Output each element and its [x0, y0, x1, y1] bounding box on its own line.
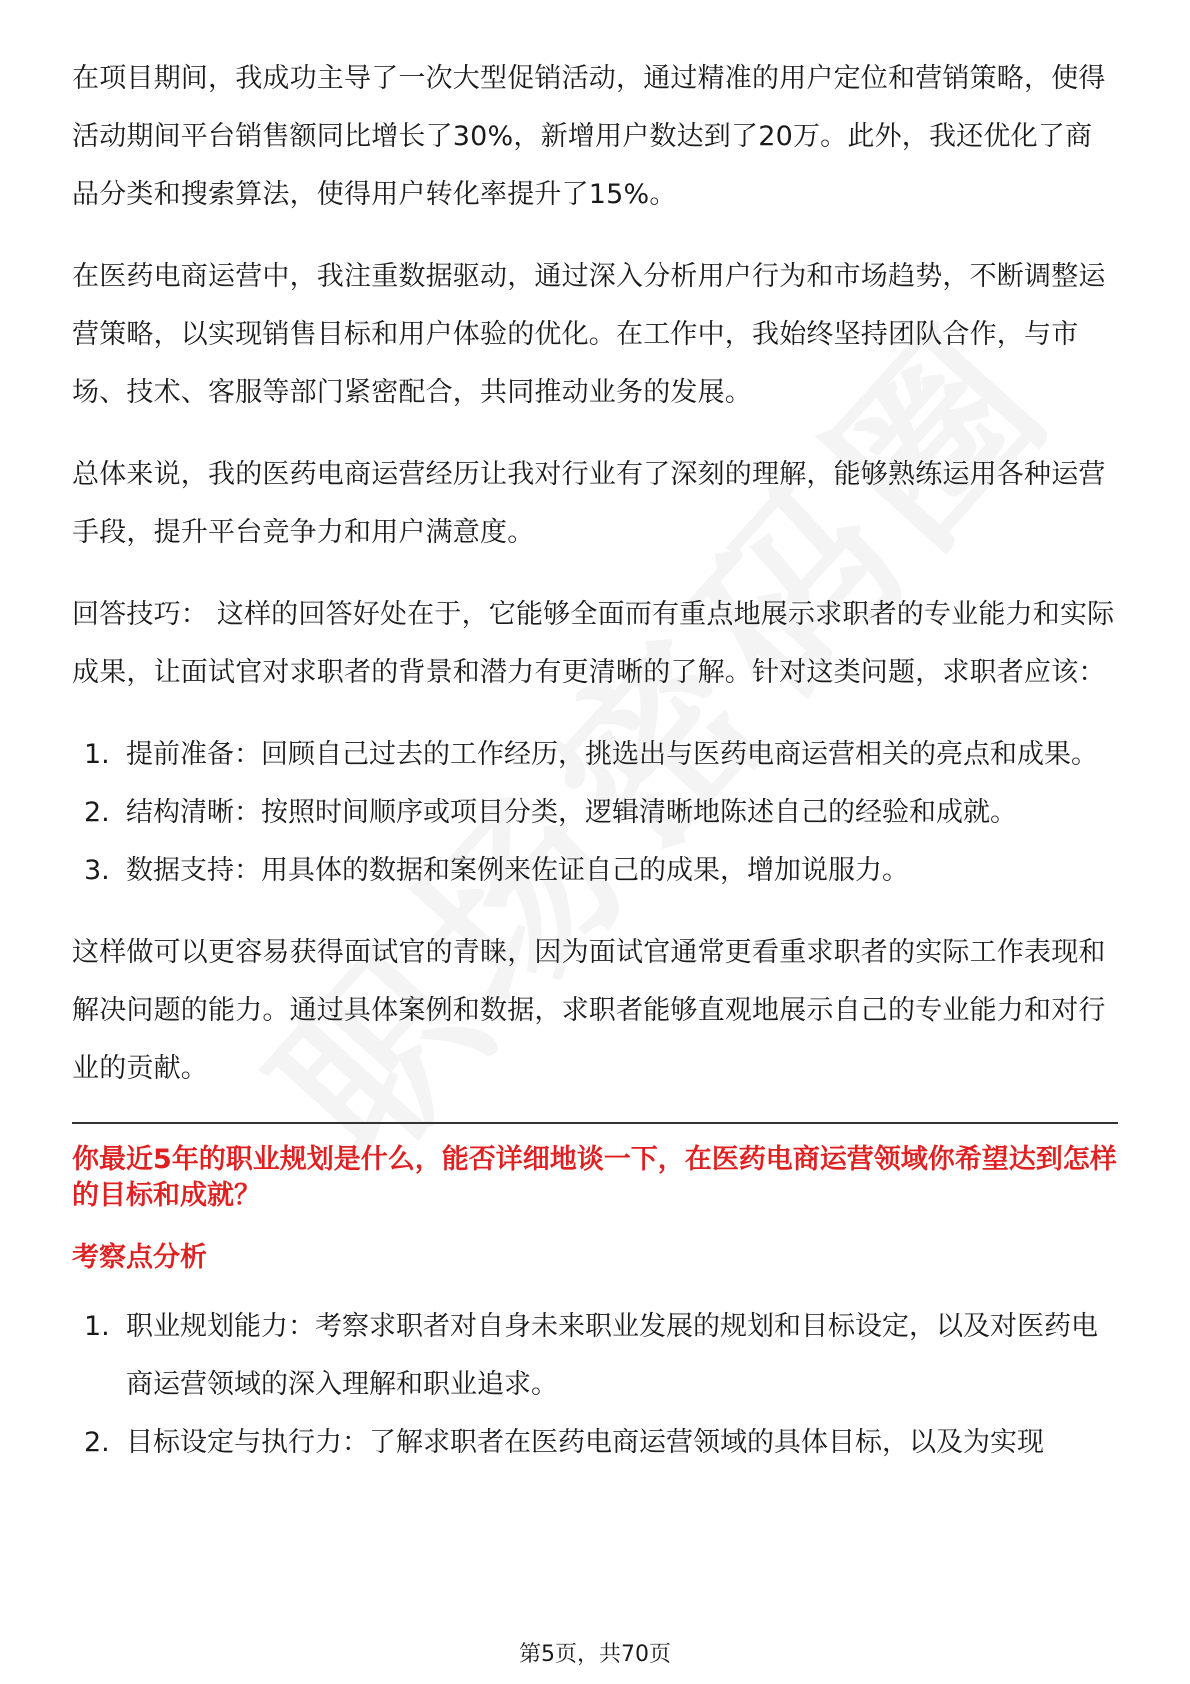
list-item-text: 结构清晰：按照时间顺序或项目分类，逻辑清晰地陈述自己的经验和成就。	[126, 797, 1017, 828]
list-number: 3.	[84, 855, 110, 886]
section-divider	[72, 1122, 1118, 1124]
paragraph-answer-tips: 回答技巧： 这样的回答好处在于，它能够全面而有重点地展示求职者的专业能力和实际成果，让面试官对求职者的背景和潜力有更清晰的了解。针对这类问题，求职者应该：	[72, 599, 1115, 688]
page-number: 第5页，共70页	[519, 1642, 671, 1667]
list-item	[72, 784, 1118, 842]
analysis-list	[72, 1298, 1118, 1472]
paragraph-project-results: 在项目期间，我成功主导了一次大型促销活动，通过精准的用户定位和营销策略，使得活动期间平台销售额同比增长了30%，新增用户数达到了20万。此外，我还优化了商品分类和搜索算法，使得用户转化率提升了15%。	[72, 63, 1106, 210]
analysis-heading: 考察点分析	[72, 1242, 207, 1273]
document-body	[72, 50, 1118, 1496]
list-number: 1.	[84, 1311, 110, 1342]
list-item	[72, 1414, 1118, 1472]
list-item	[72, 842, 1118, 900]
list-item-text: 提前准备：回顾自己过去的工作经历，挑选出与医药电商运营相关的亮点和成果。	[126, 739, 1098, 770]
paragraph-data-driven: 在医药电商运营中，我注重数据驱动，通过深入分析用户行为和市场趋势，不断调整运营策略，以实现销售目标和用户体验的优化。在工作中，我始终坚持团队合作，与市场、技术、客服等部门紧密配合，共同推动业务的发展。	[72, 261, 1106, 408]
list-item	[72, 726, 1118, 784]
list-number: 2.	[84, 1427, 110, 1458]
paragraph-conclusion: 这样做可以更容易获得面试官的青睐，因为面试官通常更看重求职者的实际工作表现和解决问题的能力。通过具体案例和数据，求职者能够直观地展示自己的专业能力和对行业的贡献。	[72, 937, 1106, 1084]
tips-list	[72, 726, 1118, 900]
list-item-text: 目标设定与执行力：了解求职者在医药电商运营领域的具体目标，以及为实现	[126, 1427, 1044, 1458]
list-number: 1.	[84, 739, 110, 770]
list-item	[72, 1298, 1118, 1414]
list-number: 2.	[84, 797, 110, 828]
list-item-text: 职业规划能力：考察求职者对自身未来职业发展的规划和目标设定，以及对医药电商运营领域的深入理解和职业追求。	[126, 1311, 1098, 1400]
question-heading: 你最近5年的职业规划是什么，能否详细地谈一下，在医药电商运营领域你希望达到怎样的目标和成就？	[72, 1144, 1117, 1211]
list-item-text: 数据支持：用具体的数据和案例来佐证自己的成果，增加说服力。	[126, 855, 909, 886]
paragraph-summary: 总体来说，我的医药电商运营经历让我对行业有了深刻的理解，能够熟练运用各种运营手段，提升平台竞争力和用户满意度。	[72, 459, 1106, 548]
